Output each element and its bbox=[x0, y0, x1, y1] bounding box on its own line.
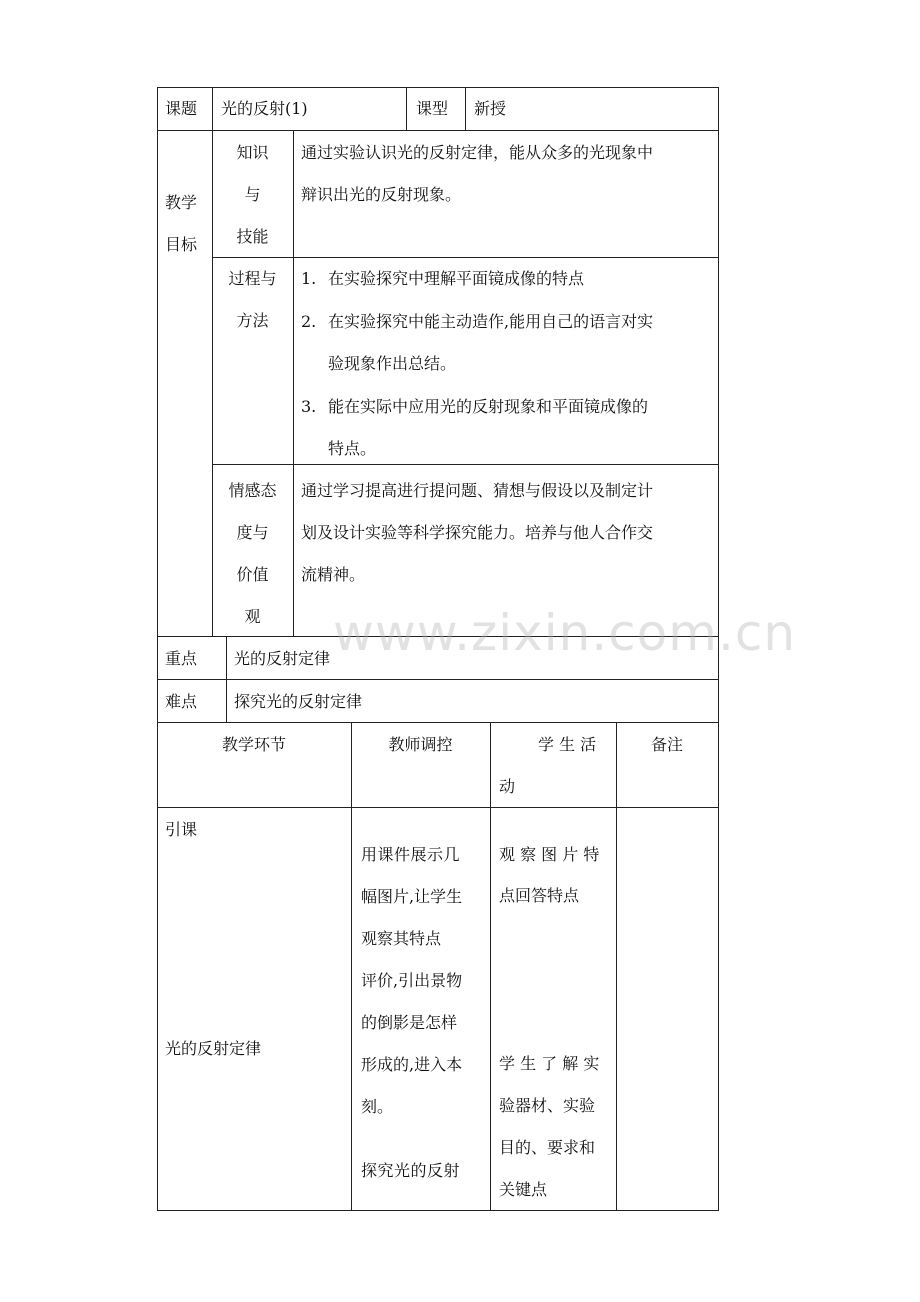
rule-objectives-col2 bbox=[293, 130, 294, 637]
rule-header-col3 bbox=[465, 87, 466, 131]
process-label-line1: 过程与 bbox=[228, 269, 277, 288]
rule-process-col1 bbox=[351, 722, 352, 1211]
teacher-line1: 用课件展示几 bbox=[361, 845, 461, 864]
topic-value: 光的反射(1) bbox=[221, 99, 308, 118]
header-teacher: 教师调控 bbox=[388, 735, 453, 754]
process-item3-text-line2: 特点。 bbox=[328, 439, 377, 458]
rule-below-knowledge bbox=[212, 257, 719, 258]
process-item3-text-line1: 能在实际中应用光的反射现象和平面镜成像的 bbox=[328, 397, 649, 416]
type-label: 课型 bbox=[416, 99, 449, 118]
emotion-label-line4: 观 bbox=[244, 607, 261, 626]
objectives-label-line1: 教学 bbox=[165, 193, 198, 212]
difficulty-value: 探究光的反射定律 bbox=[234, 692, 363, 711]
rule-objectives-col1 bbox=[212, 130, 213, 637]
teacher-line2: 幅图片,让学生 bbox=[361, 887, 463, 906]
knowledge-label-line1: 知识 bbox=[236, 143, 269, 162]
keypoint-value: 光的反射定律 bbox=[234, 649, 331, 668]
rule-header-col2 bbox=[406, 87, 407, 131]
teacher-line6: 形成的,进入本 bbox=[361, 1055, 463, 1074]
header-notes: 备注 bbox=[650, 735, 683, 754]
topic-label: 课题 bbox=[165, 99, 198, 118]
process-item3-number: 3. bbox=[301, 397, 317, 416]
emotion-text-line3: 流精神。 bbox=[301, 565, 366, 584]
rule-process-col2 bbox=[490, 722, 491, 1211]
process-item1-number: 1. bbox=[301, 269, 317, 288]
header-stage: 教学环节 bbox=[221, 735, 286, 754]
knowledge-text-line2: 辩识出光的反射现象。 bbox=[301, 185, 462, 204]
rule-below-difficulty bbox=[157, 722, 719, 723]
emotion-text-line2: 划及设计实验等科学探究能力。培养与他人合作交 bbox=[301, 523, 654, 542]
keypoint-label: 重点 bbox=[165, 649, 198, 668]
student-group2-line4: 关键点 bbox=[499, 1180, 548, 1199]
watermark: www.zixin.com.cn bbox=[333, 604, 797, 662]
knowledge-label-line2: 与 bbox=[244, 185, 261, 204]
process-item1-text: 在实验探究中理解平面镜成像的特点 bbox=[328, 269, 585, 288]
rule-below-header bbox=[157, 130, 719, 131]
rule-process-col3 bbox=[616, 722, 617, 1211]
objectives-label-line2: 目标 bbox=[165, 235, 198, 254]
process-item2-text-line1: 在实验探究中能主动造作,能用自己的语言对实 bbox=[328, 312, 654, 331]
rule-below-process bbox=[212, 464, 719, 465]
teacher-line4: 评价,引出景物 bbox=[361, 971, 463, 990]
teacher-line3: 观察其特点 bbox=[361, 929, 442, 948]
rule-left bbox=[157, 87, 158, 1211]
teacher-line8: 探究光的反射 bbox=[361, 1161, 461, 1180]
teacher-line5: 的倒影是怎样 bbox=[361, 1013, 458, 1032]
knowledge-label-line3: 技能 bbox=[236, 227, 269, 246]
rule-below-process-header bbox=[157, 807, 719, 808]
rule-header-col1 bbox=[212, 87, 213, 131]
rule-keypoint-col bbox=[226, 636, 227, 723]
student-group1-line2: 点回答特点 bbox=[499, 886, 580, 905]
difficulty-label: 难点 bbox=[165, 692, 198, 711]
stage-reflection-law: 光的反射定律 bbox=[165, 1039, 262, 1058]
emotion-label-line3: 价值 bbox=[236, 565, 269, 584]
process-label-line2: 方法 bbox=[236, 311, 269, 330]
header-student-line1: 学 生 活 bbox=[538, 735, 597, 754]
student-group1-line1: 观 察 图 片 特 bbox=[499, 845, 600, 864]
student-group2-line1: 学 生 了 解 实 bbox=[499, 1054, 600, 1073]
knowledge-text-line1: 通过实验认识光的反射定律，能从众多的光现象中 bbox=[301, 143, 654, 162]
student-group2-line3: 目的、要求和 bbox=[499, 1138, 596, 1157]
emotion-label-line1: 情感态 bbox=[228, 481, 277, 500]
stage-intro: 引课 bbox=[165, 820, 198, 839]
teacher-line7: 刻。 bbox=[361, 1097, 394, 1116]
emotion-label-line2: 度与 bbox=[236, 523, 269, 542]
emotion-text-line1: 通过学习提高进行提问题、猜想与假设以及制定计 bbox=[301, 481, 654, 500]
rule-below-keypoint bbox=[157, 679, 719, 680]
student-group2-line2: 验器材、实验 bbox=[499, 1096, 596, 1115]
rule-bottom bbox=[157, 1210, 719, 1211]
type-value: 新授 bbox=[474, 99, 507, 118]
header-student-line2: 动 bbox=[499, 777, 516, 796]
rule-top bbox=[157, 87, 719, 88]
process-item2-number: 2. bbox=[301, 312, 317, 331]
process-item2-text-line2: 验现象作出总结。 bbox=[328, 354, 457, 373]
